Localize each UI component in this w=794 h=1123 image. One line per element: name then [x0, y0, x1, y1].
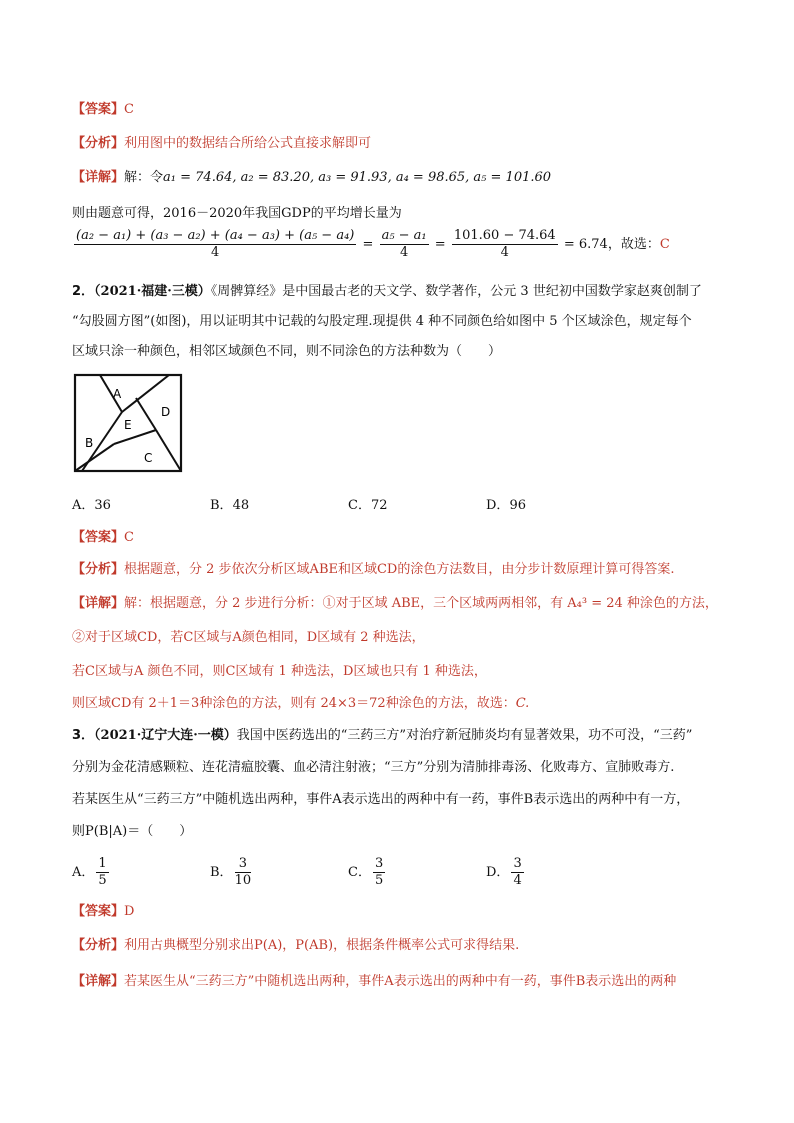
q2-option-c: C．72 — [348, 498, 388, 513]
q1-analysis: 利用图中的数据结合所给公式直接求解即可 — [124, 136, 372, 151]
q1-fraction-2: $\frac{\text{a₅ − a₁}}{4}$ — [381, 228, 427, 260]
q2-region-C: C — [144, 451, 153, 465]
detail-tag: 【详解】 — [72, 170, 125, 185]
q3-analysis: 利用古典概型分别求出P(A)，P(AB)，根据条件概率公式可求得结果. — [124, 938, 520, 953]
q2-analysis: 根据题意，分 2 步依次分析区域ABE和区域CD的涂色方法数目，由分步计数原理计算可得答案. — [124, 562, 675, 577]
q2-option-d: D．96 — [486, 498, 526, 513]
q3-source: （2021·辽宁大连·一模） — [94, 728, 237, 743]
q2-answer: C — [124, 530, 134, 545]
q1-result-choice: C — [659, 237, 670, 252]
q3-detail: 若某医生从“三药三方”中随机选出两种，事件A表示选出的两种中有一药，事件B表示选出的两种 — [124, 974, 677, 989]
q3-stem-line3: 若某医生从“三药三方”中随机选出两种，事件A表示选出的两种中有一药，事件B表示选出的两种中有一方， — [72, 792, 690, 807]
q1-formula-line: $\frac{\text{(a₂ − a₁) + (a₃ − a₂) + (a₄ − a₃) + (a₅ − a₄)}}{4}$ = $\frac{\text{a₅ − a₁}}{4}$ = $\frac{101.60 - 74.64}{4}$ = 6.74，故选：C — [76, 228, 670, 260]
q2-source: （2021·福建·三模） — [94, 284, 211, 299]
q2-detail-line4: 则区域CD有 2＋1＝3种涂色的方法，则有 24×3＝72种涂色的方法，故选：C. — [72, 696, 530, 711]
q3-analysis-line: 【分析】利用古典概型分别求出P(A)，P(AB)，根据条件概率公式可求得结果. — [72, 938, 520, 953]
q3-option-c: C． $\frac{3}{5}$ — [348, 856, 384, 888]
q3-stem-line2: 分别为金花清感颗粒、连花清瘟胶囊、血必清注射液；“三方”分别为清肺排毒汤、化败毒方、宣肺败毒方. — [72, 760, 675, 775]
q1-then-line: 则由题意可得，2016－2020年我国GDP的平均增长量为 — [72, 206, 402, 221]
q1-result: = 6.74，故选： — [563, 237, 660, 252]
q2-detail-line3: 若C区域与A 颜色不同，则C区域有 1 种选法，D区域也只有 1 种选法， — [72, 664, 487, 679]
q2-stem-line1: 2．（2021·福建·三模）《周髀算经》是中国最古老的天文学、数学著作，公元 3 世纪初中国数学家赵爽创制了 — [72, 284, 702, 299]
q1-fraction-1: $\frac{\text{(a₂ − a₁) + (a₃ − a₂) + (a₄ − a₃) + (a₅ − a₄)}}{4}$ — [76, 228, 355, 260]
q3-answer: D — [124, 904, 135, 919]
q2-region-B: B — [85, 436, 94, 450]
q2-stem-line2: “勾股圆方图”(如图)，用以证明其中记载的勾股定理.现提供 4 种不同颜色给如图中 5 个区域涂色，规定每个 — [72, 314, 692, 329]
q3-answer-line: 【答案】D — [72, 904, 135, 919]
q2-region-D: D — [161, 405, 171, 419]
q2-region-E: E — [124, 418, 132, 432]
q2-analysis-line: 【分析】根据题意，分 2 步依次分析区域ABE和区域CD的涂色方法数目，由分步计数原理计算可得答案. — [72, 562, 675, 577]
q3-option-a: A． $\frac{1}{5}$ — [72, 856, 107, 888]
q1-answer: C — [124, 102, 134, 117]
q2-region-A: A — [113, 387, 122, 401]
q2-option-a: A．36 — [72, 498, 111, 513]
q2-square-figure — [72, 372, 184, 478]
analysis-tag: 【分析】 — [72, 136, 125, 151]
q1-detail-intro: 解：令 — [124, 170, 164, 185]
q2-option-b: B．48 — [210, 498, 250, 513]
q1-fraction-3: $\frac{101.60 - 74.64}{4}$ — [453, 228, 556, 260]
q2-detail-line1: 【详解】解：根据题意，分 2 步进行分析：①对于区域 ABE，三个区域两两相邻，有 A₄³ = 24 种涂色的方法， — [72, 596, 718, 611]
q2-detail-line2: ②对于区域CD，若C区域与A颜色相同，D区域有 2 种选法， — [72, 630, 425, 645]
q1-analysis-line — [72, 134, 371, 154]
pythagorean-square-diagram — [72, 372, 184, 474]
q2-answer-line: 【答案】C — [72, 530, 134, 545]
q1-detail-line — [72, 168, 551, 188]
q3-stem-line4: 则P(B|A)＝（ ） — [72, 824, 193, 839]
q3-detail-line: 【详解】若某医生从“三药三方”中随机选出两种，事件A表示选出的两种中有一药，事件B表示选出的两种 — [72, 974, 677, 989]
q1-answer-line — [72, 100, 134, 120]
q3-option-b: B． $\frac{3}{10}$ — [210, 856, 252, 888]
q2-stem-line3: 区域只涂一种颜色，相邻区域颜色不同，则不同涂色的方法种数为（ ） — [72, 344, 502, 359]
q2-number: 2． — [72, 284, 95, 299]
q1-detail-values: a₁ = 74.64, a₂ = 83.20, a₃ = 91.93, a₄ = 98.65, a₅ = 101.60 — [163, 170, 552, 185]
q3-option-d: D． $\frac{3}{4}$ — [486, 856, 522, 888]
answer-tag: 【答案】 — [72, 102, 125, 117]
q3-number: 3． — [72, 728, 95, 743]
q3-stem-line1: 3．（2021·辽宁大连·一模）我国中医药选出的“三药三方”对治疗新冠肺炎均有显著效果，功不可没，“三药” — [72, 728, 693, 743]
